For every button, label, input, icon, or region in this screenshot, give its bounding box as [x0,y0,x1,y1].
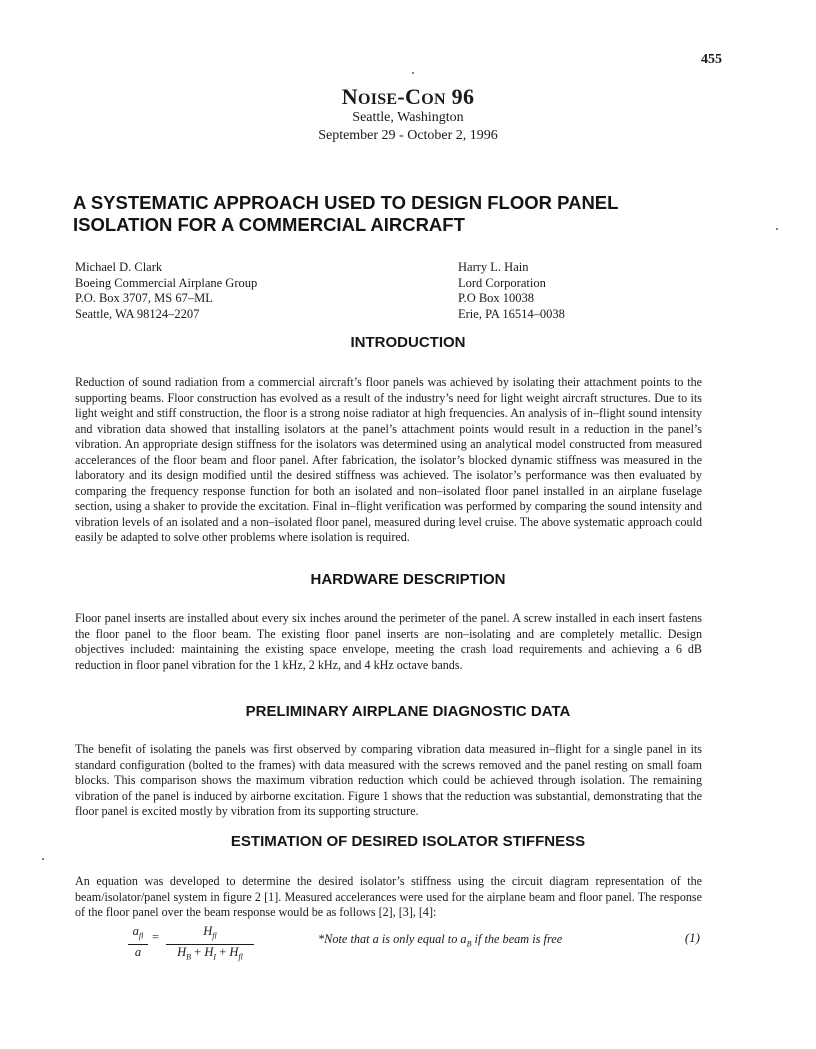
equation-1 [128,924,278,960]
paper-title-line: A SYSTEMATIC APPROACH USED TO DESIGN FLOOR PANEL [73,192,619,213]
section-body-hardware-description: Floor panel inserts are installed about every six inches around the perimeter of the panel. A screw installed in each insert fastens the floor panel to the floor beam. The existing floor panel inserts are non–isolating and are completely metallic. Design objectives included: maintaining the existing space envelope, meeting the crash load requirements and achieving a 6 dB reduction in floor panel vibration for the 1 kHz, 2 kHz, and 4 kHz octave bands. [75,611,702,672]
author-name: Harry L. Hain [458,260,529,274]
scan-speck [42,858,44,860]
scan-speck [412,72,414,74]
author-organization: Boeing Commercial Airplane Group [75,275,258,290]
author-city: Seattle, WA 98124–2207 [75,306,200,321]
author-name: Michael D. Clark [75,260,163,274]
author-block [458,260,718,322]
conference-name: NOISE-CON 96 [341,84,475,109]
equation-equals-sign: = [152,930,160,944]
equation-rhs-fraction [166,924,254,964]
section-body-isolator-stiffness: An equation was developed to determine the desired isolator’s stiffness using the circuit diagram representation of the beam/isolator/panel system in figure 2 [1]. Measured accelerances were used for the airplane beam and floor panel. The response of the floor panel over the beam response would be as follows [2], [3], [4]: [75,874,702,920]
section-heading-hardware-description: HARDWARE DESCRIPTION [310,571,506,588]
equation-lhs-denominator: a [134,944,142,959]
author-city: Erie, PA 16514–0038 [458,306,565,321]
equation-rhs-numerator: $H_{fl}$ [166,924,254,945]
scan-speck [776,228,778,230]
page-number: 455 [701,52,722,67]
conference-dates: September 29 - October 2, 1996 [318,128,498,143]
section-heading-preliminary-diagnostic-data: PRELIMINARY AIRPLANE DIAGNOSTIC DATA [245,703,571,720]
equation-lhs-numerator: $a_{fl}$ [128,924,148,945]
paper-title-line: ISOLATION FOR A COMMERCIAL AIRCRAFT [73,214,465,235]
equation-rhs-denominator: $H_B + H_I + H_{fl}$ [177,944,243,961]
conference-city: Seattle, Washington [352,110,464,125]
author-block [75,260,375,322]
equation-number: (1) [684,930,700,945]
author-address: P.O Box 10038 [458,291,535,306]
author-address: P.O. Box 3707, MS 67–ML [75,291,213,306]
section-body-introduction: Reduction of sound radiation from a commercial aircraft’s floor panels was achieved by isolating their attachment points to the supporting beams. Floor construction has evolved as a result of the industry’s need for light weight aircraft structures. Due to its light weight and stiff construction, the floor is a strong noise radiator at high frequencies. An analysis of in–flight sound intensity and vibration data showed that installing isolators at the panel’s attachment points would result in a reduction in the panel’s vibration. An appropriate design stiffness for the isolators was determined using an analytical model constructed from measured accelerances of the floor beam and floor panel. After fabrication, the isolator’s blocked dynamic stiffness was measured in the laboratory and its design modified until the desired stiffness was achieved. The isolator’s performance was then evaluated by comparing the frequency response function for both an isolated and non–isolated floor panel installed in an airplane fuselage section, using a shaker to provide the excitation. Final in–flight verification was performed by comparing the sound intensity and vibration levels of an isolated and a non–isolated floor panel, measured during level cruise. The above systematic approach could easily be adapted to solve other problems where isolation is required. [75,375,702,545]
author-organization: Lord Corporation [458,275,546,290]
section-body-preliminary-diagnostic-data: The benefit of isolating the panels was first observed by comparing vibration data measured in–flight for a single panel in its standard configuration (bolted to the frames) with data measured with the screws removed and the panel resting on small foam blocks. This comparison shows the maximum vibration reduction which could be achieved through isolation. The remaining vibration of the panel is induced by airborne excitation. Figure 1 shows that the reduction was substantial, demonstrating that the floor panel is excited mostly by vibration from its supporting structure. [75,742,702,819]
paper-title [73,192,733,236]
equation-lhs-fraction [128,924,148,959]
section-heading-introduction: INTRODUCTION [350,334,466,351]
equation-note: *Note that a is only equal to $a_B$ if the beam is free [318,932,563,949]
section-heading-isolator-stiffness: ESTIMATION OF DESIRED ISOLATOR STIFFNESS [230,833,586,850]
